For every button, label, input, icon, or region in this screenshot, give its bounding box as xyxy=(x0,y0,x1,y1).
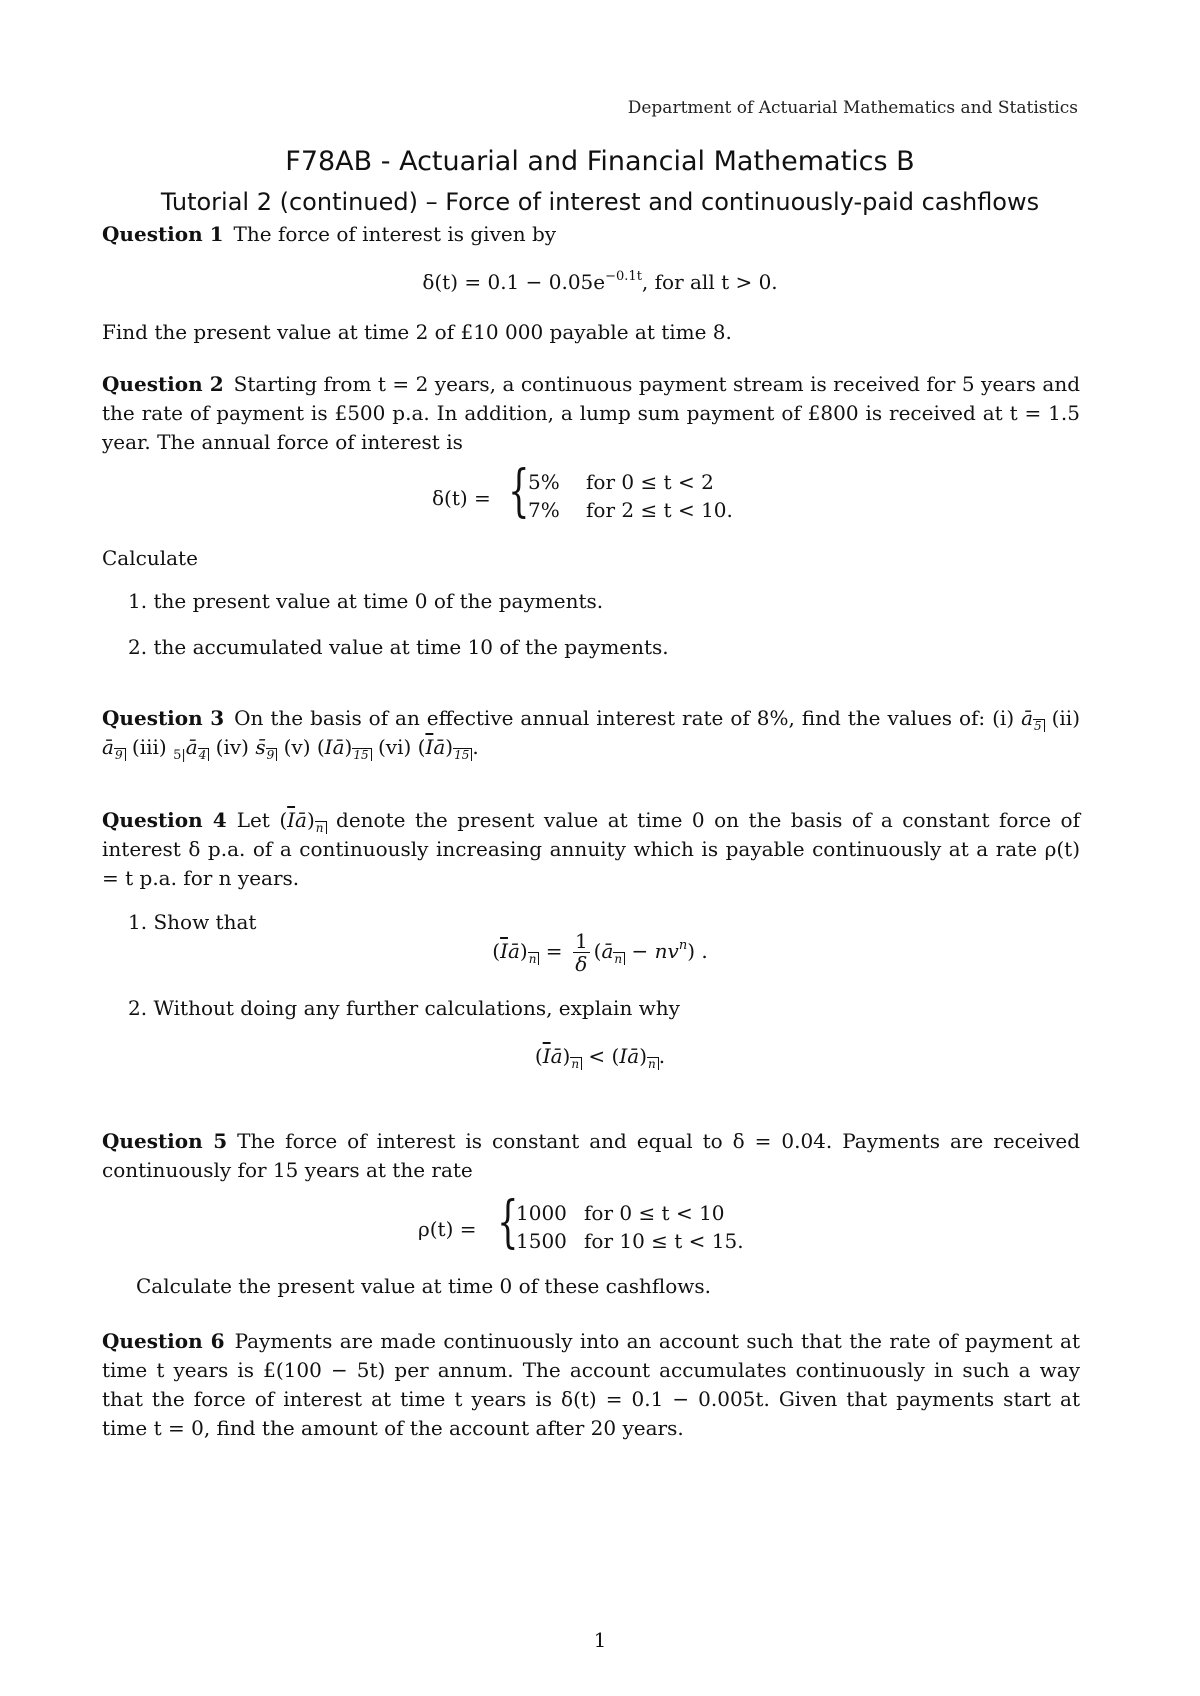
question-4: Question 4 Let $(\overline{I}ā)n$ denote the present value at time 0 on the basis of a constant force of interest δ p.a. of a continuously increasing annuity which is payable continuously at a rate ρ(t) = t p.a. for n years. xyxy=(102,808,1081,890)
brace-symbol: { xyxy=(508,459,530,524)
question-2 xyxy=(102,370,1080,457)
question-4-label: Question 4 xyxy=(102,808,227,832)
question-2-calculate: Calculate xyxy=(102,546,198,570)
question-5 xyxy=(102,1127,1080,1185)
question-2-item-2: 2. the accumulated value at time 10 of the payments. xyxy=(128,635,669,659)
question-5-label: Question 5 xyxy=(102,1129,228,1153)
question-3: Question 3 On the basis of an effective annual interest rate of 8%, find the values of: (i) ā5 (ii) ā9 (iii) $_{5|}$ā4 (iv) s̄9 (v) (Iā)15 (vi) $(\overline{I}ā)15$ . xyxy=(102,706,1081,763)
question-6-text: Payments are made continuously into an account such that the rate of payment at time t years is £(100 − 5t) per annum. The account accumulates continuously in such a way that the force of interest at time t years is δ(t) = 0.1 − 0.005t. Given that payments start at time t = 0, find the amount of the account after 20 years. xyxy=(102,1329,1081,1440)
question-5-calculate: Calculate the present value at time 0 of these cashflows. xyxy=(136,1274,712,1298)
question-4-item-2: 2. Without doing any further calculations, explain why xyxy=(128,996,680,1020)
question-5-piecewise: ρ(t) = { 1000 for 0 ≤ t < 10 1500 for 10 ≤ t < 15. xyxy=(418,1190,744,1255)
course-title: F78AB - Actuarial and Financial Mathematics B xyxy=(285,146,915,177)
question-6-label: Question 6 xyxy=(102,1329,225,1353)
question-1-label: Question 1 xyxy=(102,222,224,246)
question-1-find: Find the present value at time 2 of £10 000 payable at time 8. xyxy=(102,320,732,344)
brace-symbol: { xyxy=(497,1190,519,1255)
question-1-formula: $\delta(t) = 0.1 - 0.05e^{-0.1t}$, for all t > 0. xyxy=(422,269,778,294)
question-3-text: On the basis of an effective annual interest rate of 8%, find the values of: xyxy=(234,706,986,730)
question-3-label: Question 3 xyxy=(102,706,225,730)
question-2-text: Starting from t = 2 years, a continuous payment stream is received for 5 years and the rate of payment is £500 p.a. In addition, a lump sum payment of £800 is received at t = 1.5 year. The annual force of interest is xyxy=(102,372,1080,454)
tutorial-title: Tutorial 2 (continued) – Force of interest and continuously-paid cashflows xyxy=(160,188,1040,216)
question-2-piecewise: δ(t) = { 5% for 0 ≤ t < 2 7% for 2 ≤ t < 10. xyxy=(432,459,733,524)
page-number: 1 xyxy=(593,1628,607,1652)
question-4-formula-2: $(\overline{I}ā)n$ < (Iā)n . xyxy=(534,1044,666,1071)
question-4-item-1: 1. Show that xyxy=(128,910,257,934)
question-4-text: denote the present value at time 0 on the basis of a constant force of interest δ p.a. of a continuously increasing annuity which is payable continuously at a rate ρ(t) = t p.a. for n years. xyxy=(102,808,1081,890)
department-header: Department of Actuarial Mathematics and Statistics xyxy=(627,98,1078,118)
question-1 xyxy=(102,220,1080,249)
question-2-label: Question 2 xyxy=(102,372,224,396)
question-5-text: The force of interest is constant and equal to δ = 0.04. Payments are received continuously for 15 years at the rate xyxy=(102,1129,1080,1182)
question-2-item-1: 1. the present value at time 0 of the payments. xyxy=(128,589,604,613)
question-6 xyxy=(102,1327,1080,1443)
question-1-text: The force of interest is given by xyxy=(233,222,557,246)
question-4-formula-1: $(\overline{I}ā)n$ = $\frac{1}{\delta}$ (ān − $nv^n$) . xyxy=(492,929,708,976)
